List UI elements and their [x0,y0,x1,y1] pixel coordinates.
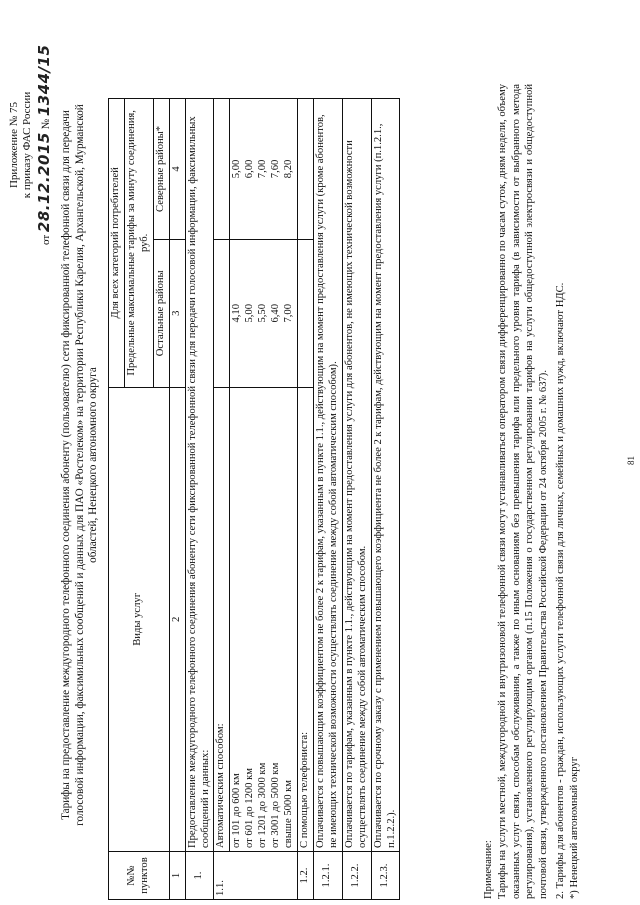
row-number: 1. [185,852,214,900]
notes-heading: Примечание: [483,840,494,899]
tariff-value: 5,00 [231,159,243,179]
row-number: 1.2.3. [371,852,400,900]
appendix-order: к приказу ФАС России [21,91,34,199]
row-number: 1.2.1. [313,852,342,900]
header-max-tariffs: Предельные максимальные тарифы за минуту соединения, руб. [124,99,153,388]
other-regions-values [230,239,298,387]
row-text: Автоматическим способом: [214,387,230,851]
date-prefix: от [39,234,52,245]
notes-section [482,84,581,899]
distance-item: от 3001 до 5000 км [270,762,282,849]
row-number: 1.2.2. [342,852,371,900]
header-other-regions: Остальные районы [153,239,169,387]
north-regions-values [230,99,298,240]
distance-item: от 1201 до 3000 км [257,762,269,849]
row-text: С помощью телефониста: [297,387,313,851]
row-text: Оплачивается по срочному заказу с применением повышающего коэффициента не более 2 к тарифам, действующим на момент предоставления услуги (п.1.2.1., п.1.2.2.). [371,99,400,852]
col-number: 3 [169,239,185,387]
appendix-header [8,45,53,245]
header-service: Виды услуг [109,387,170,851]
tariff-value: 4,10 [231,304,243,323]
distance-item: от 601 до 1200 км [244,768,256,849]
note-paragraph-1: Тарифы на услуги местной, междугородной и внутризоновой телефонной связи могут устанавливаться оператором связи дифференцированно по часам суток, дням недели, объему оказанных услуг связи, способам обслуживания, а также по иным основаниям без превышения тарифа или предельного уровня тарифа (в зависимости от выбранного метода регулирования), установленного регулирующим органом (п.15 Положения о государственном регулировании тарифов на услуги общедоступной электросвязи и общедоступной почтовой связи, утвержденного постановлением Правительства Российской Федерации от 24 октября 2005 г. № 637). [496,84,550,899]
handwritten-date: 28.12.2015 [34,132,53,233]
appendix-date-line [35,45,53,245]
note-paragraph-2: 2. Тарифы для абонентов - граждан, использующих услуги телефонной связи для личных, семейных и домашних нужд, включают НДС. [554,282,566,899]
header-north-regions: Северные районы* [153,99,169,240]
document-title: Тарифы на предоставление междугородного телефонного соединения абоненту (пользователю) сети фиксированной телефонной связи для передачи голосовой информации, факсимильных сообщений и данных для ПАО «Ростелеком» на территории Республики Карелия, Архангельской, Мурманской областей, Ненецкого автономного округа [60,104,100,826]
row-text: Предоставление междугородного телефонного соединения абоненту сети фиксированной телефонной связи для передачи голосовой информации, факсимильных сообщений и данных: [185,99,214,852]
tariff-value: 8,20 [283,159,295,179]
tariff-table [108,98,400,900]
tariff-value: 7,60 [270,159,282,179]
row-text: Оплачивается по тарифам, указанным в пункте 1.1., действующим на момент предоставления услуги для абонентов, не имеющих технической возможности осуществлять соединение между собой автоматическим способом. [342,99,371,852]
handwritten-number: 1344/15 [34,44,53,117]
col-number: 4 [169,99,185,240]
appendix-number: Приложение № 75 [8,101,20,189]
tariff-value: 7,00 [257,159,269,179]
col-number: 2 [169,387,185,851]
distance-item: от 101 до 600 км [231,773,243,849]
row-text: Оплачивается с повышающим коэффициентом не более 2 к тарифам, указанным в пункте 1.1., действующим на момент предоставления услуги (кроме абонентов, не имеющих технической возможности осуществлять соединение между собой автоматическим способом). [313,99,342,852]
tariff-value: 6,40 [270,304,282,323]
header-num: №№ пунктов [109,852,170,900]
row-number: 1.1. [214,852,298,900]
col-number: 1 [169,852,185,900]
row-number: 1.2. [297,852,313,900]
distance-item: свыше 5000 км [283,779,295,849]
distance-list [230,387,298,851]
number-prefix: № [39,118,52,130]
note-footnote: *) Ненецкий автономный округ [568,756,580,899]
tariff-value: 6,00 [244,159,256,179]
header-all-categories: Для всех категорий потребителей [109,99,125,388]
tariff-value: 7,00 [283,304,295,323]
tariff-value: 5,00 [244,304,256,323]
page-number: 81 [626,456,636,465]
tariff-value: 5,50 [257,304,269,323]
